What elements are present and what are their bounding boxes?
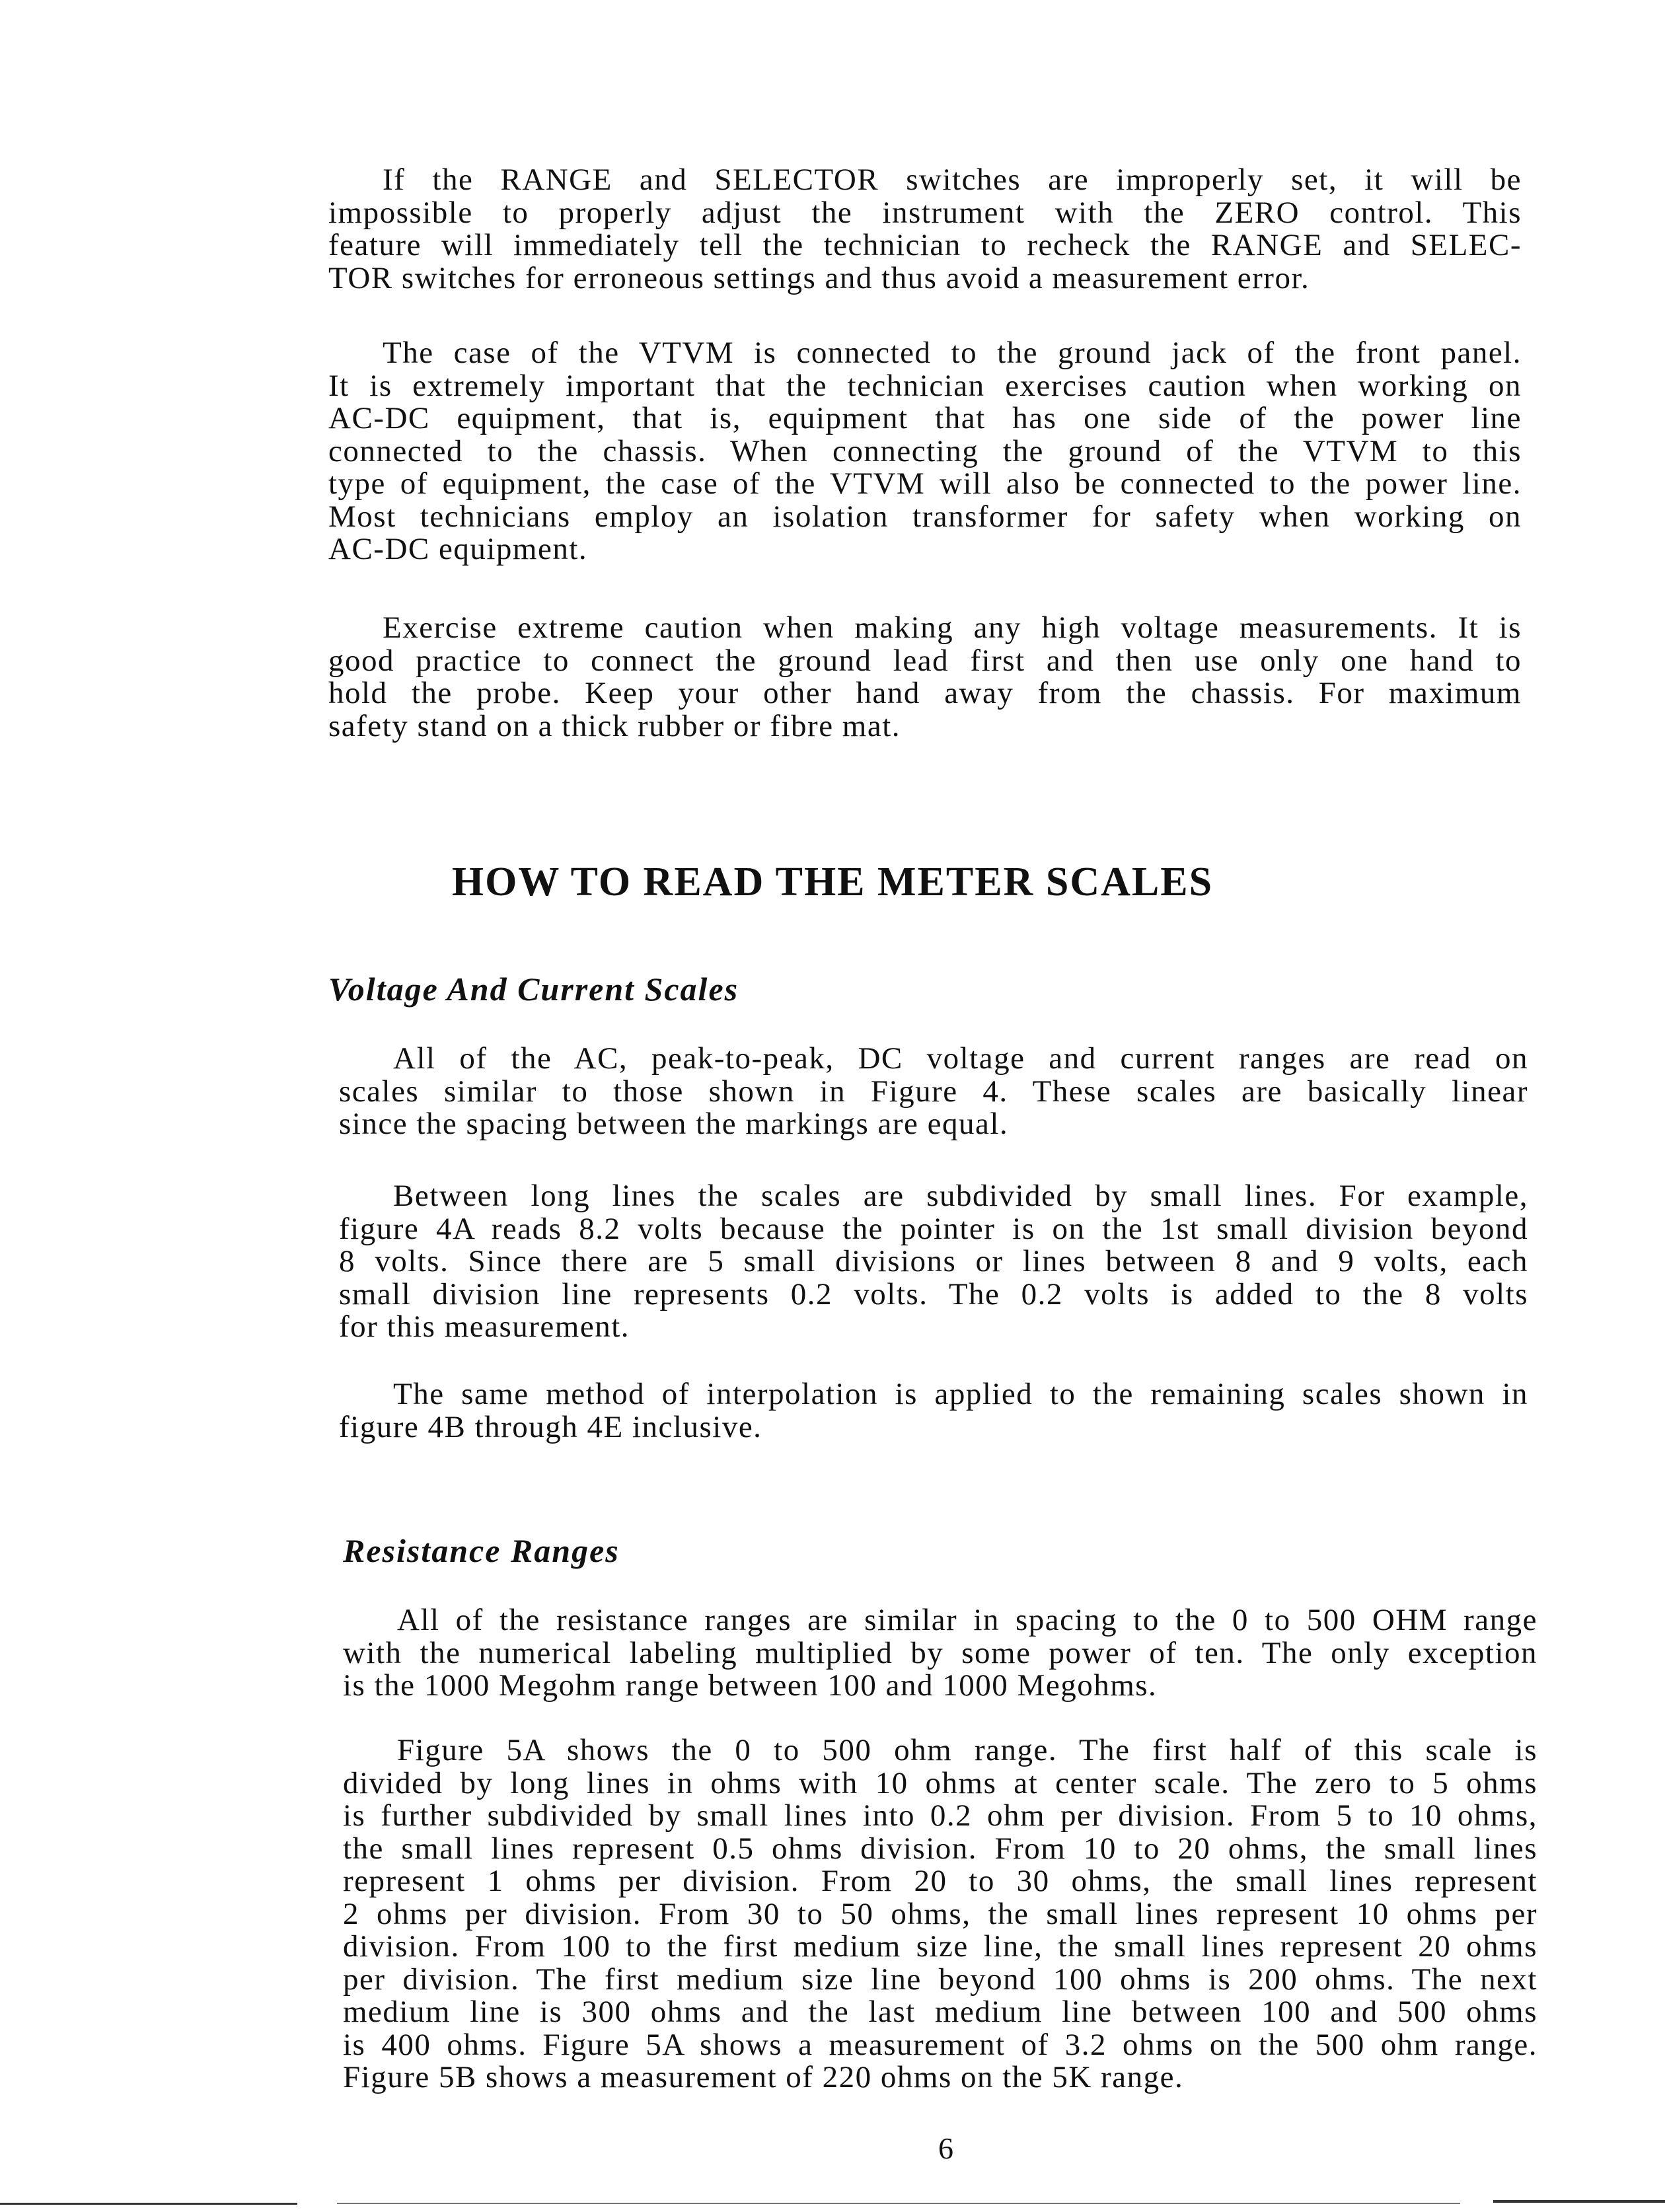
text-line: impossible to properly adjust the instrument with the ZERO control. This [328, 195, 1522, 230]
text-line: AC-DC equipment, that is, equipment that has one side of the power line [328, 401, 1522, 435]
text-line: medium line is 300 ohms and the last medium line between 100 and 500 ohms [343, 1995, 1537, 2029]
paragraph-zero-control [328, 164, 1522, 295]
text-line: 2 ohms per division. From 30 to 50 ohms, the small lines represent 10 ohms per [343, 1896, 1537, 1931]
text-line: AC-DC equipment. [328, 532, 588, 566]
text-line: It is extremely important that the technician exercises caution when working on [328, 368, 1522, 403]
paragraph-case-ground-caution [328, 337, 1522, 566]
text-line: is the 1000 Megohm range between 100 and 1000 Megohms. [343, 1668, 1158, 1703]
paragraph-subdivisions-example [339, 1180, 1528, 1344]
text-line: All of the AC, peak-to-peak, DC voltage and current ranges are read on [393, 1041, 1528, 1076]
text-line: figure 4B through 4E inclusive. [339, 1409, 762, 1444]
paragraph-figure-5a [343, 1734, 1537, 2094]
subheading-resistance-ranges: Resistance Ranges [343, 1532, 620, 1569]
section-heading: HOW TO READ THE METER SCALES [451, 860, 1214, 904]
text-line: connected to the chassis. When connecting the ground of the VTVM to this [328, 433, 1522, 468]
text-line: The case of the VTVM is connected to the ground jack of the front panel. [383, 336, 1522, 370]
text-line: represent 1 ohms per division. From 20 to 30 ohms, the small lines represent [343, 1864, 1537, 1898]
text-line: with the numerical labeling multiplied by some power of ten. The only exception [343, 1635, 1537, 1670]
text-line: good practice to connect the ground lead first and then use only one hand to [328, 643, 1522, 678]
text-line: per division. The first medium size line beyond 100 ohms is 200 ohms. The next [343, 1962, 1537, 1997]
text-line: Between long lines the scales are subdivided by small lines. For example, [393, 1179, 1528, 1213]
scan-edge-line [0, 2203, 297, 2205]
text-line: The same method of interpolation is applied to the remaining scales shown in [393, 1377, 1528, 1411]
text-line: the small lines represent 0.5 ohms division. From 10 to 20 ohms, the small lines [343, 1831, 1537, 1866]
text-line: divided by long lines in ohms with 10 ohms at center scale. The zero to 5 ohms [343, 1765, 1537, 1800]
text-line: hold the probe. Keep your other hand away from the chassis. For maximum [328, 676, 1522, 710]
paragraph-resistance-spacing [343, 1604, 1537, 1703]
scan-edge-line [1493, 2200, 1665, 2203]
text-line: If the RANGE and SELECTOR switches are improperly set, it will be [383, 163, 1522, 197]
text-line: division. From 100 to the first medium size line, the small lines represent 20 ohms [343, 1929, 1537, 1964]
text-line: TOR switches for erroneous settings and thus avoid a measurement error. [328, 260, 1310, 295]
paragraph-interpolation [339, 1378, 1528, 1444]
text-line: since the spacing between the markings are equal. [339, 1107, 1009, 1141]
text-line: feature will immediately tell the technician to recheck the RANGE and SELEC- [328, 228, 1522, 262]
paragraph-voltage-scales [339, 1043, 1528, 1141]
page-number: 6 [938, 2131, 953, 2165]
text-line: type of equipment, the case of the VTVM will also be connected to the power line. [328, 466, 1522, 501]
text-line: 8 volts. Since there are 5 small divisions or lines between 8 and 9 volts, each [339, 1244, 1528, 1278]
text-line: figure 4A reads 8.2 volts because the pointer is on the 1st small division beyond [339, 1211, 1528, 1246]
text-line: for this measurement. [339, 1309, 630, 1344]
scan-edge-line [337, 2203, 1460, 2204]
text-line: Most technicians employ an isolation transformer for safety when working on [328, 499, 1522, 534]
subheading-voltage-current: Voltage And Current Scales [328, 971, 739, 1008]
text-line: is 400 ohms. Figure 5A shows a measurement of 3.2 ohms on the 500 ohm range. [343, 2027, 1537, 2062]
text-line: Exercise extreme caution when making any high voltage measurements. It is [383, 610, 1522, 645]
text-line: scales similar to those shown in Figure 4. These scales are basically linear [339, 1074, 1528, 1109]
text-line: safety stand on a thick rubber or fibre mat. [328, 708, 901, 743]
text-line: All of the resistance ranges are similar in spacing to the 0 to 500 OHM range [397, 1603, 1537, 1637]
text-line: is further subdivided by small lines into 0.2 ohm per division. From 5 to 10 ohms, [343, 1798, 1537, 1833]
text-line: small division line represents 0.2 volts. The 0.2 volts is added to the 8 volts [339, 1276, 1528, 1311]
text-line: Figure 5B shows a measurement of 220 ohms on the 5K range. [343, 2060, 1184, 2094]
paragraph-high-voltage-caution [328, 612, 1522, 743]
text-line: Figure 5A shows the 0 to 500 ohm range. The first half of this scale is [397, 1733, 1537, 1767]
